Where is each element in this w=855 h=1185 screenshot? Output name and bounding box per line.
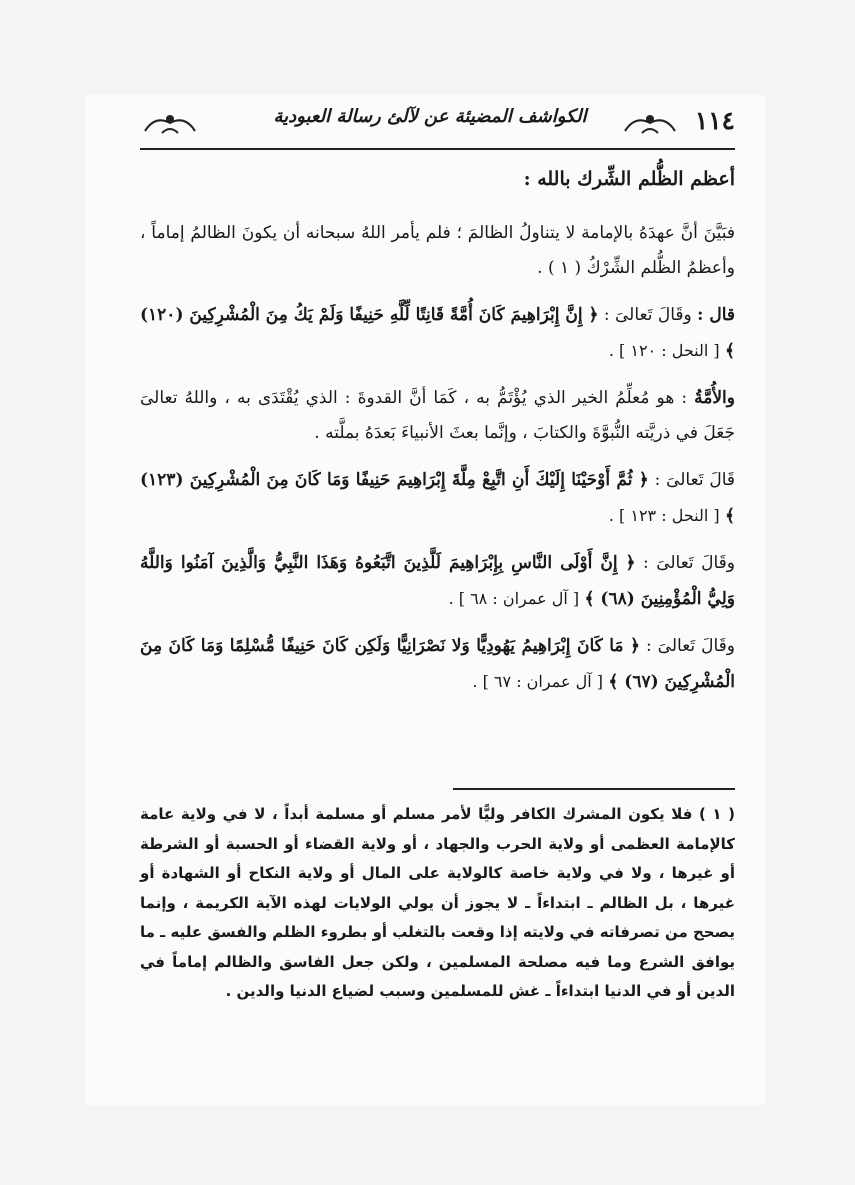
verse-intro: قَالَ تَعالىَ : [654,470,736,490]
paragraph [140,298,735,369]
main-content [140,164,735,712]
paragraph [140,463,735,534]
quran-verse: ﴿ إِنَّ إِبْرَاهِيمَ كَانَ أُمَّةً قَانِتًا لِّلَّهِ حَنِيفًا وَلَمْ يَكُ مِنَ الْمُشْرِكِينَ (١٢٠) ﴾ [140,305,735,361]
page-number: ١١٤ [694,106,735,135]
verse-intro: وقَالَ تَعالىَ : [645,636,735,656]
verse-intro: وقَالَ تَعالىَ : [643,553,736,573]
running-title: الكواشف المضيئة عن لآلئ رسالة العبودية [273,106,587,127]
verse-reference: [ النحل : ١٢٠ ] . [608,341,720,360]
paragraph-label: والأُمَّةُ [694,388,735,408]
footnote-divider [453,788,735,790]
verse-reference: [ النحل : ١٢٣ ] . [608,506,720,525]
footnote-text: ( ١ ) فلا يكون المشرك الكافر وليًّا لأمر مسلم أو مسلمة أبداً ، لا في ولاية عامة كالإمامة العظمى أو ولاية الحرب والجهاد ، أو ولاية القضاء أو الحسبة أو الشرطة أو غيرها ، ولا في ولاية خاصة كالولاية على المال أو ولاية النكاح أو الشهادة أو غيرها ، بل الظالم ـ ابتداءاً ـ لا يجوز أن يولي الولايات لهذه الآية الكريمة ، وإنما يصحح من تصرفاته في ولايته إذا وقعت بالتغلب أو بطروء الظلم والفسق عليه ـ ما يوافق الشرع وما فيه مصلحة المسلمين ، ولكن جعل الفاسق والظالم إماماً في الدين أو في الدنيا ابتداءاً ـ غش للمسلمين وسبب لضياع الدنيا والدين . [140,805,736,1000]
paragraph-text: فبَيَّنَ أنَّ عهدَهُ بالإمامة لا يتناولُ الظالمَ ؛ فلم يأمر اللهُ سبحانه أن يكونَ الظالمُ إماماً ، وأعظمُ الظُّلم الشِّرْكُ ( ١ ) . [140,223,735,278]
paragraph [140,381,735,451]
paragraph [140,629,735,700]
page-header [140,100,735,150]
quran-verse: ﴿ مَا كَانَ إِبْرَاهِيمُ يَهُودِيًّا وَلا نَصْرَانِيًّا وَلَكِن كَانَ حَنِيفًا مُّسْلِمًا وَمَا كَانَ مِنَ الْمُشْرِكِينَ (٦٧) ﴾ [140,636,735,692]
floral-ornament-icon [620,109,680,137]
quran-verse: ﴿ إِنَّ أَوْلَى النَّاسِ بِإِبْرَاهِيمَ لَلَّذِينَ اتَّبَعُوهُ وَهَذَا النَّبِيُّ وَالَّذِينَ آمَنُوا وَاللَّهُ وَلِيُّ الْمُؤْمِنِينَ (٦٨) ﴾ [140,553,735,609]
paragraph-text: : هو مُعلِّمُ الخير الذي يُؤْتَمُّ به ، كَمَا أنَّ القدوةَ : الذي يُقْتَدَى به ، واللهُ تعالىَ جَعَلَ في ذريَّته النُّبوَّةَ والكتابَ ، وإنَّما بعثَ الأنبياءَ بَعدَهُ بملَّته . [140,388,735,443]
floral-ornament-icon [140,109,200,137]
section-heading: أعظم الظُّلم الشِّرك بالله : [523,168,735,190]
quran-verse: ﴿ ثُمَّ أَوْحَيْنَا إِلَيْكَ أَنِ اتَّبِعْ مِلَّةَ إِبْرَاهِيمَ حَنِيفًا وَمَا كَانَ مِنَ الْمُشْرِكِينَ (١٢٣) ﴾ [140,470,735,526]
verse-reference: [ آل عمران : ٦٧ ] . [472,672,603,691]
footnote [140,800,735,1007]
paragraph [140,546,735,617]
paragraph-label: قال : [697,305,735,325]
verse-reference: [ آل عمران : ٦٨ ] . [448,589,580,608]
verse-intro: وقَالَ تَعالىَ : [603,305,692,325]
paragraph [140,216,735,286]
